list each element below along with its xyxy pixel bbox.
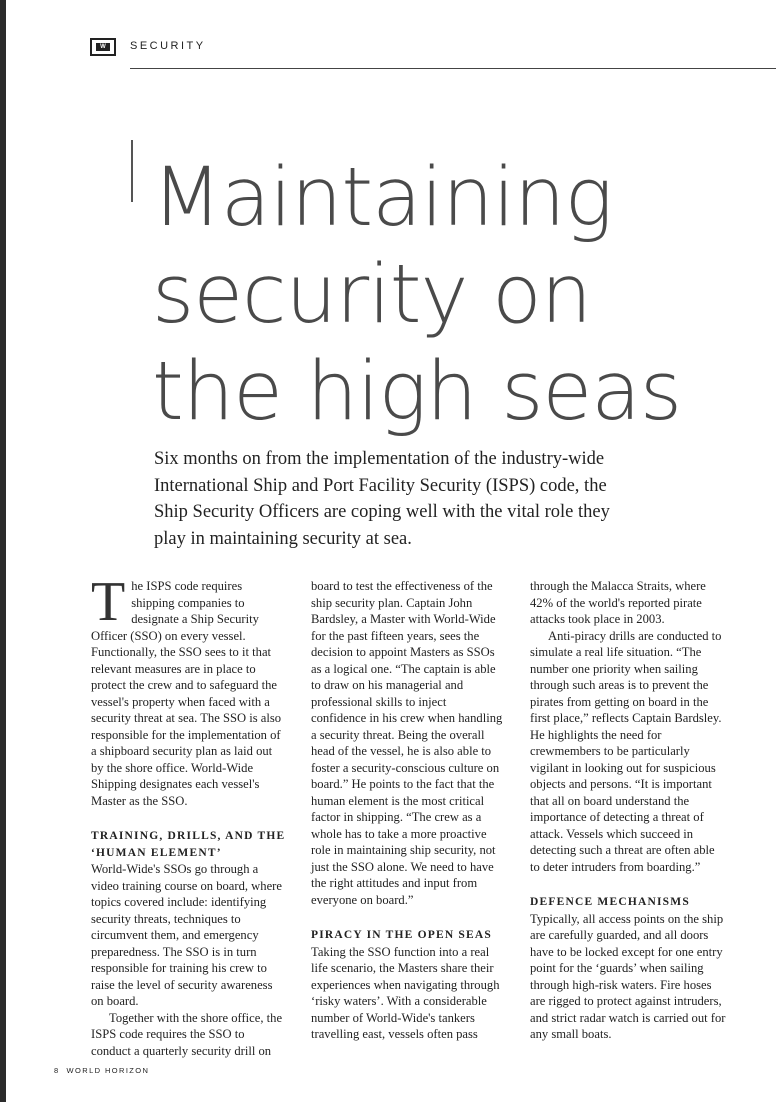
page-number: 8 — [54, 1066, 60, 1075]
article-standfirst: Six months on from the implementation of the industry-wide International Ship and Port Facility Security (ISPS) code, the Ship Security Officers are coping well with the vital role they play in maintaining security at sea. — [154, 449, 610, 549]
subheading-line-2: ‘HUMAN ELEMENT’ — [91, 846, 222, 859]
subheading-piracy: PIRACY IN THE OPEN SEAS — [311, 929, 492, 941]
article-paragraph — [91, 571, 287, 809]
article-paragraph: Together with the shore office, the ISPS code requires the SSO to conduct a quarterly security drill on — [91, 1010, 283, 1058]
article-paragraph: World-Wide's SSOs go through a video training course on board, where topics covered include: identifying security threats, techniques to circumvent them, and emergency preparedness. The SSO is in turn responsible for training his crew to raise the level of security awareness on board. — [91, 862, 282, 1008]
drop-cap: T — [91, 571, 126, 633]
section-label: SECURITY — [130, 40, 206, 52]
header-rule — [130, 68, 776, 69]
article-paragraph: Typically, all access points on the ship are carefully guarded, and all doors have to be locked except for one entry point for the ‘guards’ when sailing through high-risk waters. Fire hoses are rigged to protect against intruders, and strict radar watch is carried out for any small boats. — [530, 911, 726, 1041]
logo-mark: W — [96, 43, 110, 51]
article-column-3 — [530, 578, 726, 1043]
subheading-training — [91, 828, 287, 861]
headline-line-1: Maintaining — [152, 151, 613, 245]
title-accent-bar — [131, 140, 133, 202]
article-headline — [152, 150, 752, 441]
paragraph-text: he ISPS code requires shipping companies to designate a Ship Security Officer (SSO) on every vessel. Functionally, the SSO sees to it that relevant measures are in place to protect the crew and to safeguard the vessel's property when faced with a security threat at sea. The SSO is also responsible for the implementation of a shipboard security plan as laid out by the shore office. World-Wide Shipping designates each vessel's Master as the SSO. — [91, 579, 282, 808]
article-paragraph: Anti-piracy drills are conducted to simulate a real life situation. “The number one priority when sailing through such areas is to prevent the pirates from getting on board in the first place,” reflects Captain Bardsley. He highlights the need for crewmembers to be particularly vigilant in looking out for suspicious objects and persons. “It is important that all on board understand the importance of detecting a threat of attack. Vessels which succeed in detecting such a threat are often able to deter intruders from boarding.” — [530, 628, 722, 874]
subheading-defence: DEFENCE MECHANISMS — [530, 896, 690, 908]
headline-line-2: security on — [152, 248, 592, 342]
article-paragraph-continued: board to test the effectiveness of the ship security plan. Captain John Bardsley, a Master with World-Wide for the past fifteen years, sees the decision to appoint Masters as SSOs as a logical one. “The captain is able to draw on his managerial and professional skills to inject confidence in his crew when handling a security threat. Being the overall head of the vessel, he is also able to foster a security-conscious culture on board.” He points to the fact that the human element is the most critical factor in shipping. “The crew as a whole has to take a more proactive role in maintaining ship security, not just the SSO alone. We need to have the right attitudes and input from everyone on board.” — [311, 579, 503, 907]
article-column-2 — [311, 578, 504, 1043]
article-column-1 — [91, 571, 287, 1059]
publication-name: WORLD HORIZON — [66, 1066, 150, 1075]
article-paragraph-continued: through the Malacca Straits, where 42% of the world's reported pirate attacks took place in 2003. — [530, 579, 706, 626]
page-footer — [54, 1066, 149, 1075]
article-paragraph: Taking the SSO function into a real life scenario, the Masters share their experiences when navigating through ‘risky waters’. With a considerable number of World-Wide's tankers travelling east, vessels often pass — [311, 944, 500, 1041]
headline-line-3: the high seas — [152, 345, 682, 439]
subheading-line-1: TRAINING, DRILLS, AND THE — [91, 830, 286, 842]
publication-logo-icon — [90, 38, 116, 56]
page-edge-shadow — [0, 0, 6, 1102]
